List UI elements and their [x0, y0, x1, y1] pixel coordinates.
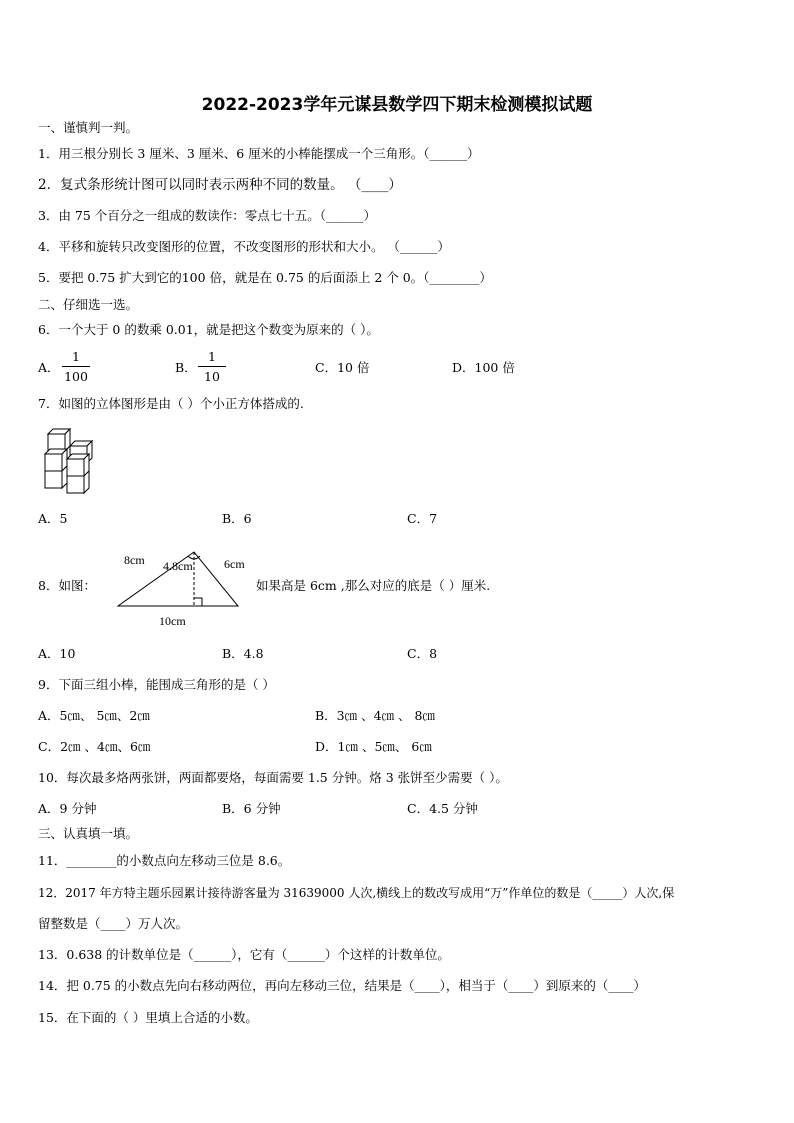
question-5: 5．要把 0.75 扩大到它的100 倍，就是在 0.75 的后面添上 2 个 0。（________）: [38, 270, 492, 285]
q7-option-a: A．5: [38, 511, 68, 526]
q10-option-b: B．6 分钟: [222, 801, 281, 816]
label-right-side: 6cm: [224, 557, 245, 571]
question-11: 11．________的小数点向左移动三位是 8.6。: [38, 853, 291, 868]
q6-option-b-fraction: [198, 349, 226, 384]
q9-option-b: B．3㎝ 、4㎝ 、 8㎝: [315, 708, 435, 723]
question-4: 4．平移和旋转只改变图形的位置，不改变图形的形状和大小。 （______）: [38, 239, 450, 254]
q7-option-b: B．6: [222, 511, 252, 526]
q9-option-a: A．5㎝、 5㎝、2㎝: [38, 708, 150, 723]
fraction-numerator: 1: [208, 349, 216, 364]
q9-option-c: C．2㎝ 、4㎝、6㎝: [38, 739, 151, 754]
q10-option-a: A．9 分钟: [38, 801, 97, 816]
question-10: 10．每次最多烙两张饼，两面都要烙，每面需要 1.5 分钟。烙 3 张饼至少需要（ ）。: [38, 770, 508, 785]
cube-stack-figure: [40, 424, 98, 496]
question-13: 13．0.638 的计数单位是（______），它有（______）个这样的计数单位。: [38, 947, 450, 962]
q8-option-b: B．4.8: [222, 646, 264, 661]
question-9: 9．下面三组小棒，能围成三角形的是（ ）: [38, 677, 275, 692]
question-15: 15．在下面的（ ）里填上合适的小数。: [38, 1010, 258, 1025]
q8-option-c: C．8: [407, 646, 438, 661]
page-title: 2022-2023学年元谋县数学四下期末检测模拟试题: [201, 95, 593, 115]
fraction-bar: [62, 366, 90, 367]
q8-option-a: A．10: [38, 646, 76, 661]
question-8-prefix: 8．如图：: [38, 578, 96, 593]
label-base: 10cm: [159, 614, 186, 628]
section-heading-choice: 二、仔细选一选。: [38, 297, 139, 312]
fraction-bar: [198, 366, 226, 367]
q6-option-b-label: B．: [175, 360, 197, 375]
q9-option-d: D．1㎝ 、5㎝、 6㎝: [315, 739, 432, 754]
question-2: 2．复式条形统计图可以同时表示两种不同的数量。 （____）: [38, 177, 402, 193]
label-left-side: 8cm: [124, 553, 145, 567]
question-8-suffix: 如果高是 6cm ,那么对应的底是（ ）厘米.: [256, 578, 491, 593]
label-height: 4.8cm: [163, 559, 193, 573]
section-heading-judgement: 一、谨慎判一判。: [38, 120, 139, 135]
fraction-numerator: 1: [72, 349, 80, 364]
q7-option-c: C．7: [407, 511, 438, 526]
fraction-denominator: 100: [64, 369, 88, 384]
question-7: 7．如图的立体图形是由（ ）个小正方体搭成的.: [38, 396, 304, 411]
section-heading-fill: 三、认真填一填。: [38, 826, 139, 841]
q6-option-a-fraction: [62, 349, 90, 384]
question-3: 3．由 75 个百分之一组成的数读作：零点七十五。（______）: [38, 208, 377, 223]
question-12-line-2: 留整数是（____）万人次。: [38, 916, 189, 931]
question-1: 1．用三根分别长 3 厘米、3 厘米、6 厘米的小棒能摆成一个三角形。（______）: [38, 146, 480, 161]
question-14: 14．把 0.75 的小数点先向右移动两位，再向左移动三位，结果是（____），相当于（____）到原来的（____）: [38, 978, 646, 993]
q6-option-a-label: A．: [38, 360, 60, 375]
question-6: 6．一个大于 0 的数乘 0.01，就是把这个数变为原来的（ ）。: [38, 322, 379, 337]
question-12-line-1: 12．2017 年方特主题乐园累计接待游客量为 31639000 人次,横线上的数改写成用“万”作单位的数是（_____）人次,保: [38, 886, 675, 900]
right-triangle-figure: [112, 546, 257, 632]
q6-option-c: C．10 倍: [315, 360, 370, 375]
q10-option-c: C．4.5 分钟: [407, 801, 478, 816]
q6-option-d: D．100 倍: [452, 360, 515, 375]
fraction-denominator: 10: [204, 369, 220, 384]
